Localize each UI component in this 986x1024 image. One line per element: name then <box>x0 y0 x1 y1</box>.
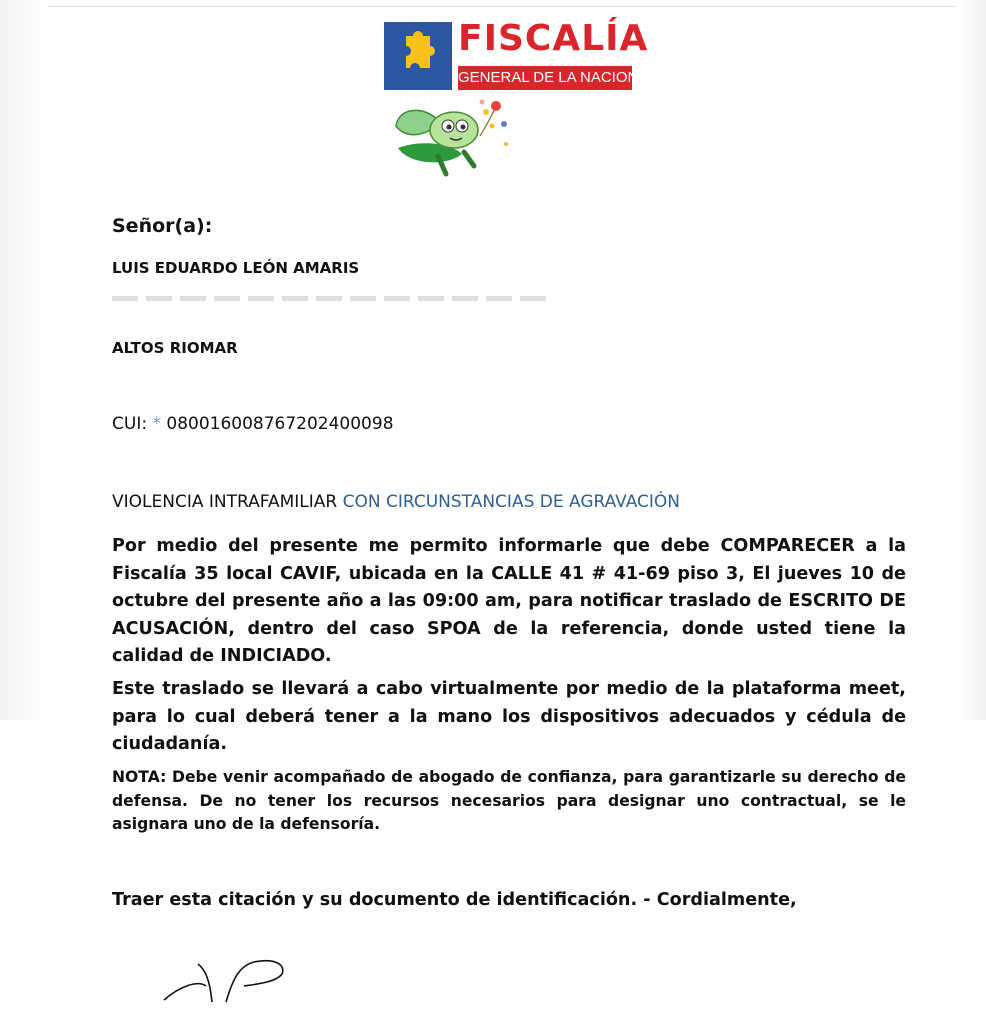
paragraph-virtual: Este traslado se llevará a cabo virtualmente por medio de la plataforma meet, para lo cual deberá tener a la mano los dispositivos adecuados y cédula de ciudadanía. <box>112 679 906 754</box>
puzzle-piece-icon <box>384 22 452 90</box>
crime-line <box>112 492 680 512</box>
crime-prefix: VIOLENCIA INTRAFAMILIAR <box>112 492 338 512</box>
paragraph-summons: Por medio del presente me permito informarle que debe COMPARECER a la Fiscalía 35 local CAVIF, ubicada en la CALLE 41 # 41-69 piso 3, El jueves 10 de octubre del presente año a las 09:00 am, para notificar traslado de ESCRITO DE ACUSACIÓN, dentro del caso SPOA de la referencia, donde usted tiene la calidad de INDICIADO. <box>112 536 906 666</box>
cui-number: 080016008767202400098 <box>166 414 394 434</box>
paragraph-note: NOTA: Debe venir acompañado de abogado de confianza, para garantizarle su derecho de defensa. De no tener los recursos necesarios para designar uno contractual, se le asignara uno de la defensoría. <box>112 768 906 833</box>
cui-label: CUI: <box>112 414 148 434</box>
signature <box>150 952 320 1012</box>
cui-asterisk: * <box>152 414 161 434</box>
logo-title: FISCALÍA <box>458 18 649 59</box>
closing-line: Traer esta citación y su documento de identificación. - Cordialmente, <box>112 890 797 910</box>
page-shadow-left <box>0 0 48 720</box>
recipient-name: LUIS EDUARDO LEÓN AMARIS <box>112 259 360 277</box>
cui-line <box>112 414 394 434</box>
top-border <box>0 6 986 7</box>
recipient-place: ALTOS RIOMAR <box>112 339 238 357</box>
greeting: Señor(a): <box>112 215 213 237</box>
fiscalia-logo <box>384 18 649 94</box>
logo-subtitle: GENERAL DE LA NACION <box>458 66 632 90</box>
green-leaf-mascot-icon <box>388 96 528 186</box>
redacted-line <box>112 296 552 301</box>
page-shadow-right <box>956 0 986 720</box>
crime-suffix: CON CIRCUNSTANCIAS DE AGRAVACIÓN <box>342 492 681 512</box>
